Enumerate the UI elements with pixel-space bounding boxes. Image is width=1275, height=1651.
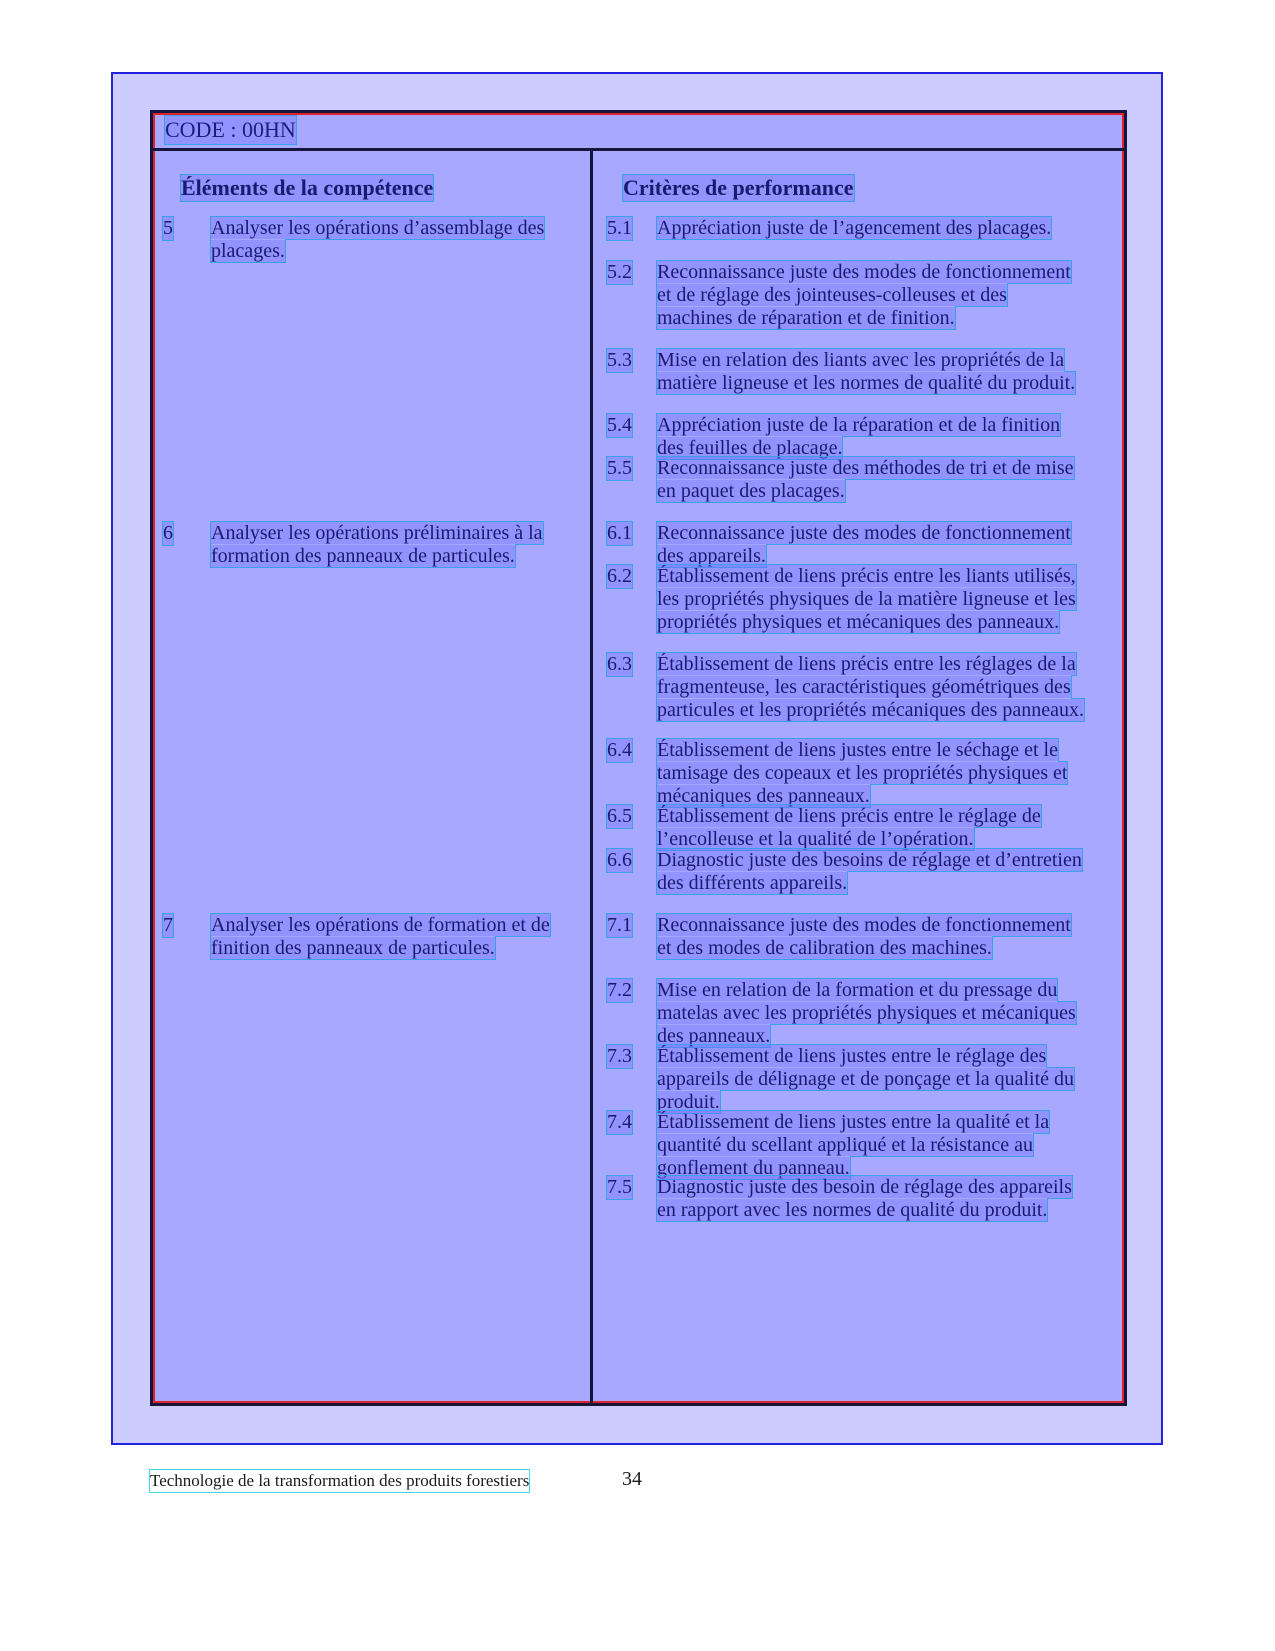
criterion-number: 7.3 — [607, 1045, 632, 1067]
competence-table — [150, 110, 1127, 1406]
criterion-number: 6.3 — [607, 653, 632, 675]
criterion-text: Établissement de liens justes entre la qualité et la quantité du scellant appliqué et la résistance au gonflement du panneau. — [657, 1111, 1050, 1179]
footer-title: Technologie de la transformation des produits forestiers — [150, 1471, 530, 1490]
criterion-text: Appréciation juste de la réparation et de la finition des feuilles de placage. — [657, 414, 1061, 459]
criterion-number: 7.1 — [607, 914, 632, 936]
criterion-number: 5.1 — [607, 217, 632, 239]
criterion-number: 6.1 — [607, 522, 632, 544]
criterion-text: Établissement de liens justes entre le réglage des appareils de délignage et de ponçage et la qualité du produit. — [657, 1045, 1075, 1113]
criterion-text: Établissement de liens précis entre les liants utilisés, les propriétés physiques de la matière ligneuse et les propriétés physiques et mécaniques des panneaux. — [657, 565, 1076, 633]
criterion-text: Mise en relation de la formation et du pressage du matelas avec les propriétés physiques et mécaniques des panneaux. — [657, 979, 1076, 1047]
element-number: 5 — [163, 217, 173, 239]
criterion-text: Appréciation juste de l’agencement des placages. — [657, 217, 1052, 239]
criterion-number: 5.5 — [607, 457, 632, 479]
criterion-number: 6.6 — [607, 849, 632, 871]
code-label: CODE : 00HN — [165, 117, 296, 142]
criterion-text: Mise en relation des liants avec les propriétés de la matière ligneuse et les normes de qualité du produit. — [657, 349, 1076, 394]
criterion-text: Reconnaissance juste des modes de fonctionnement et de réglage des jointeuses-colleuses et des machines de réparation et de finition. — [657, 261, 1071, 329]
criterion-text: Reconnaissance juste des modes de fonctionnement des appareils. — [657, 522, 1071, 567]
criterion-number: 6.4 — [607, 739, 632, 761]
criterion-number: 6.2 — [607, 565, 632, 587]
element-number: 6 — [163, 522, 173, 544]
element-number: 7 — [163, 914, 173, 936]
criterion-text: Reconnaissance juste des modes de fonctionnement et des modes de calibration des machines. — [657, 914, 1071, 959]
criterion-number: 7.2 — [607, 979, 632, 1001]
criterion-text: Diagnostic juste des besoins de réglage et d’entretien des différents appareils. — [657, 849, 1082, 894]
column-divider — [590, 151, 593, 1403]
criterion-number: 6.5 — [607, 805, 632, 827]
criterion-number: 5.3 — [607, 349, 632, 371]
criterion-number: 5.4 — [607, 414, 632, 436]
criterion-text: Reconnaissance juste des méthodes de tri et de mise en paquet des placages. — [657, 457, 1074, 502]
criterion-text: Diagnostic juste des besoin de réglage des appareils en rapport avec les normes de qualité du produit. — [657, 1176, 1072, 1221]
criterion-number: 7.4 — [607, 1111, 632, 1133]
header-elements: Éléments de la compétence — [181, 175, 434, 200]
element-text: Analyser les opérations d’assemblage des placages. — [211, 217, 545, 262]
element-text: Analyser les opérations de formation et de finition des panneaux de particules. — [211, 914, 550, 959]
code-row — [153, 113, 1124, 151]
page-number: 34 — [622, 1468, 642, 1490]
element-text: Analyser les opérations préliminaires à la formation des panneaux de particules. — [211, 522, 543, 567]
criterion-number: 5.2 — [607, 261, 632, 283]
criterion-number: 7.5 — [607, 1176, 632, 1198]
criterion-text: Établissement de liens précis entre les réglages de la fragmenteuse, les caractéristiques géométriques des particules et les propriétés mécaniques des panneaux. — [657, 653, 1085, 721]
criterion-text: Établissement de liens justes entre le séchage et le tamisage des copeaux et les propriétés physiques et mécaniques des panneaux. — [657, 739, 1068, 807]
criterion-text: Établissement de liens précis entre le réglage de l’encolleuse et la qualité de l’opération. — [657, 805, 1041, 850]
header-criteria: Critères de performance — [623, 175, 854, 200]
